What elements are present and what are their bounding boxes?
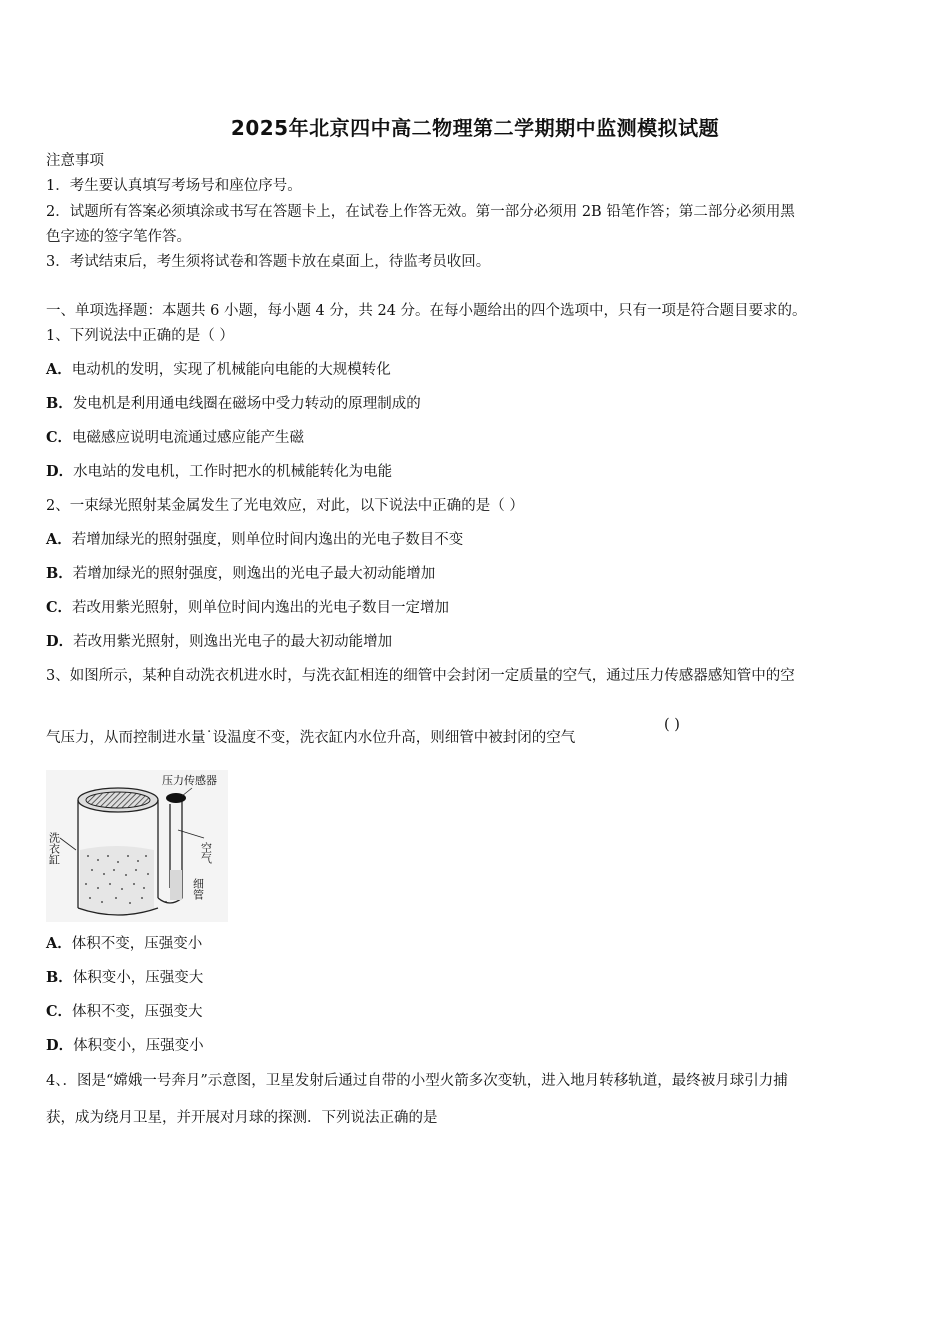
water-region bbox=[80, 846, 154, 915]
pressure-sensor bbox=[166, 793, 186, 803]
option-text: 水电站的发电机，工作时把水的机械能转化为电能 bbox=[73, 464, 393, 480]
question-3-option-c[interactable] bbox=[46, 1002, 203, 1022]
question-2-option-d[interactable] bbox=[46, 632, 392, 652]
tube-label: 细管 bbox=[191, 878, 205, 900]
question-2-option-b[interactable] bbox=[46, 564, 435, 584]
tube-water bbox=[170, 870, 182, 900]
option-text: 若增加绿光的照射强度，则单位时间内逸出的光电子数目不变 bbox=[71, 532, 464, 548]
option-letter: C． bbox=[46, 599, 73, 616]
option-letter: A． bbox=[46, 361, 72, 378]
notice-item: 3．考试结束后，考生须将试卷和答题卡放在桌面上，待监考员收回。 bbox=[46, 254, 491, 270]
question-2-option-a[interactable] bbox=[46, 530, 463, 550]
question-1-option-b[interactable] bbox=[46, 394, 421, 414]
washing-machine-figure bbox=[46, 770, 228, 922]
option-letter: C． bbox=[46, 429, 73, 446]
question-3-option-d[interactable] bbox=[46, 1036, 204, 1056]
option-text: 若增加绿光的照射强度，则逸出的光电子最大初动能增加 bbox=[72, 566, 436, 582]
page-title: 2025年北京四中高二物理第二学期期中监测模拟试题 bbox=[230, 116, 720, 140]
question-1-option-a[interactable] bbox=[46, 360, 391, 380]
option-text: 体积变小，压强变小 bbox=[73, 1038, 204, 1054]
option-text: 电动机的发明，实现了机械能向电能的大规模转化 bbox=[71, 362, 391, 378]
option-letter: A． bbox=[46, 531, 72, 548]
question-3-option-a[interactable] bbox=[46, 934, 202, 954]
option-text: 发电机是利用通电线圈在磁场中受力转动的原理制成的 bbox=[72, 396, 421, 412]
option-text: 若改用紫光照射，则单位时间内逸出的光电子数目一定增加 bbox=[72, 600, 450, 616]
option-letter: D． bbox=[46, 463, 74, 480]
option-text: 若改用紫光照射，则逸出光电子的最大初动能增加 bbox=[73, 634, 393, 650]
question-2-option-c[interactable] bbox=[46, 598, 449, 618]
option-letter: B． bbox=[46, 565, 73, 582]
air-label: 空气 bbox=[199, 842, 213, 864]
tank-lid bbox=[86, 792, 150, 808]
option-letter: B． bbox=[46, 395, 73, 412]
question-1-stem: 1、下列说法中正确的是（ ） bbox=[46, 328, 234, 344]
option-letter: A． bbox=[46, 935, 72, 952]
question-1-option-d[interactable] bbox=[46, 462, 392, 482]
section-heading: 一、单项选择题：本题共 6 小题，每小题 4 分，共 24 分。在每小题给出的四个选项中，只有一项是符合题目要求的。 bbox=[46, 303, 807, 319]
option-letter: C． bbox=[46, 1003, 73, 1020]
option-letter: B． bbox=[46, 969, 73, 986]
sensor-label: 压力传感器 bbox=[162, 774, 217, 787]
question-3-option-b[interactable] bbox=[46, 968, 203, 988]
notice-item: 1．考生要认真填写考场号和座位序号。 bbox=[46, 178, 302, 194]
question-3-answer-paren: ( ) bbox=[664, 717, 680, 733]
question-1-option-c[interactable] bbox=[46, 428, 304, 448]
question-3-stem-line2: 气压力，从而控制进水量˙设温度不变，洗衣缸内水位升高，则细管中被封闭的空气 bbox=[46, 730, 576, 746]
option-letter: D． bbox=[46, 1037, 74, 1054]
notice-item: 色字迹的签字笔作答。 bbox=[46, 229, 191, 245]
notice-heading: 注意事项 bbox=[46, 153, 104, 169]
question-2-stem: 2、一束绿光照射某金属发生了光电效应，对此，以下说法中正确的是（ ） bbox=[46, 498, 524, 514]
option-text: 体积不变，压强变小 bbox=[71, 936, 203, 952]
question-4-stem-line1: 4、．图是“嫦娥一号奔月”示意图，卫星发射后通过自带的小型火箭多次变轨，进入地月转移轨道，最终被月球引力捕 bbox=[46, 1073, 788, 1089]
question-3-stem-line1: 3、如图所示，某种自动洗衣机进水时，与洗衣缸相连的细管中会封闭一定质量的空气，通过压力传感器感知管中的空 bbox=[46, 668, 795, 684]
option-text: 体积不变，压强变大 bbox=[72, 1004, 203, 1020]
option-letter: D． bbox=[46, 633, 74, 650]
option-text: 体积变小，压强变大 bbox=[72, 970, 204, 986]
tank-label: 洗衣缸 bbox=[47, 832, 61, 865]
notice-item: 2．试题所有答案必须填涂或书写在答题卡上，在试卷上作答无效。第一部分必须用 2B 铅笔作答；第二部分必须用黑 bbox=[46, 204, 795, 220]
option-text: 电磁感应说明电流通过感应能产生磁 bbox=[72, 430, 305, 446]
question-4-stem-line2: 获，成为绕月卫星，并开展对月球的探测．下列说法正确的是 bbox=[46, 1110, 438, 1126]
